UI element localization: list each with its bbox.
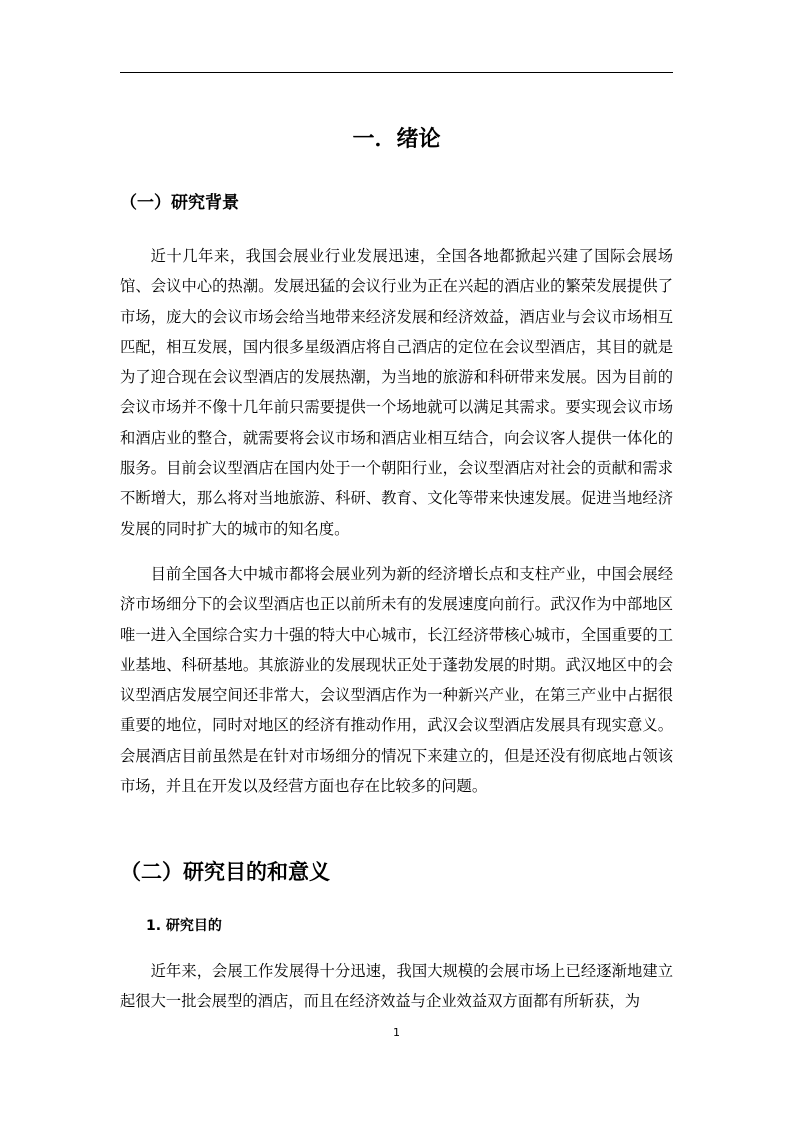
header-rule [120,72,673,73]
subsection-heading-research-purpose: 1. 研究目的 [146,918,222,934]
body-paragraph: 近年来，会展工作发展得十分迅速，我国大规模的会展市场上已经逐渐地建立起很大一批会展型的酒店，而且在经济效益与企业效益双方面都有所斩获，为 [120,962,673,1011]
chapter-title: 一．绪论 [352,127,441,152]
body-paragraph: 目前全国各大中城市都将会展业列为新的经济增长点和支柱产业，中国会展经济市场细分下的会议型酒店也正以前所未有的发展速度向前行。武汉作为中部地区唯一进入全国综合实力十强的特大中心城市，长江经济带核心城市，全国重要的工业基地、科研基地。其旅游业的发展现状正处于蓬勃发展的时期。武汉地区中的会议型酒店发展空间还非常大，会议型酒店作为一种新兴产业，在第三产业中占据很重要的地位，同时对地区的经济有推动作用，武汉会议型酒店发展具有现实意义。会展酒店目前虽然是在针对市场细分的情况下来建立的，但是还没有彻底地占领该市场，并且在开发以及经营方面也存在比较多的问题。 [120,565,673,796]
page-number: 1 [393,1026,400,1039]
section-heading-purpose-and-significance: （二）研究目的和意义 [120,860,330,884]
section-heading-research-background: （一）研究背景 [120,193,239,213]
body-paragraph: 近十几年来，我国会展业行业发展迅速，全国各地都掀起兴建了国际会展场馆、会议中心的热潮。发展迅猛的会议行业为正在兴起的酒店业的繁荣发展提供了市场，庞大的会议市场会给当地带来经济发展和经济效益，酒店业与会议市场相互匹配，相互发展，国内很多星级酒店将自己酒店的定位在会议型酒店，其目的就是为了迎合现在会议型酒店的发展热潮，为当地的旅游和科研带来发展。因为目前的会议市场并不像十几年前只需要提供一个场地就可以满足其需求。要实现会议市场和酒店业的整合，就需要将会议市场和酒店业相互结合，向会议客人提供一体化的服务。目前会议型酒店在国内处于一个朝阳行业，会议型酒店对社会的贡献和需求不断增大，那么将对当地旅游、科研、教育、文化等带来快速发展。促进当地经济发展的同时扩大的城市的知名度。 [120,247,673,538]
